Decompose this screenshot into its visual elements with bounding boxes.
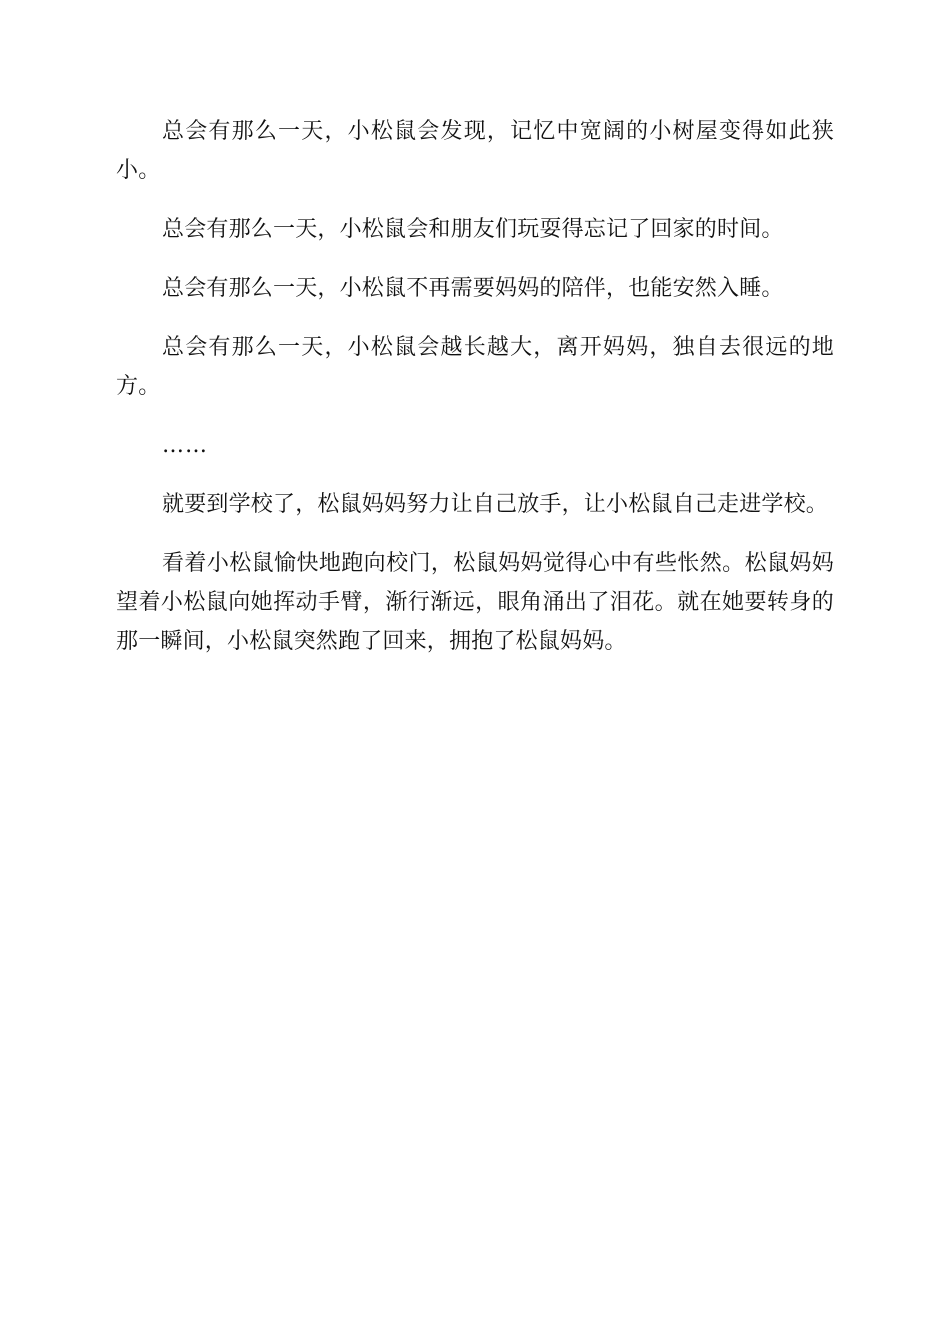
paragraph-4: 总会有那么一天，小松鼠会越长越大，离开妈妈，独自去很远的地方。	[116, 335, 834, 399]
document-body	[116, 112, 834, 681]
paragraph-3: 总会有那么一天，小松鼠不再需要妈妈的陪伴，也能安然入睡。	[162, 276, 784, 301]
paragraph-2: 总会有那么一天，小松鼠会和朋友们玩耍得忘记了回家的时间。	[162, 217, 784, 242]
ellipsis-paragraph: ……	[162, 433, 208, 458]
paragraph-1: 总会有那么一天，小松鼠会发现，记忆中宽阔的小树屋变得如此狭小。	[116, 119, 834, 183]
paragraph-6: 看着小松鼠愉快地跑向校门，松鼠妈妈觉得心中有些怅然。松鼠妈妈望着小松鼠向她挥动手臂，渐行渐远，眼角涌出了泪花。就在她要转身的那一瞬间，小松鼠突然跑了回来，拥抱了松鼠妈妈。	[116, 551, 834, 654]
paragraph-5: 就要到学校了，松鼠妈妈努力让自己放手，让小松鼠自己走进学校。	[162, 492, 829, 517]
